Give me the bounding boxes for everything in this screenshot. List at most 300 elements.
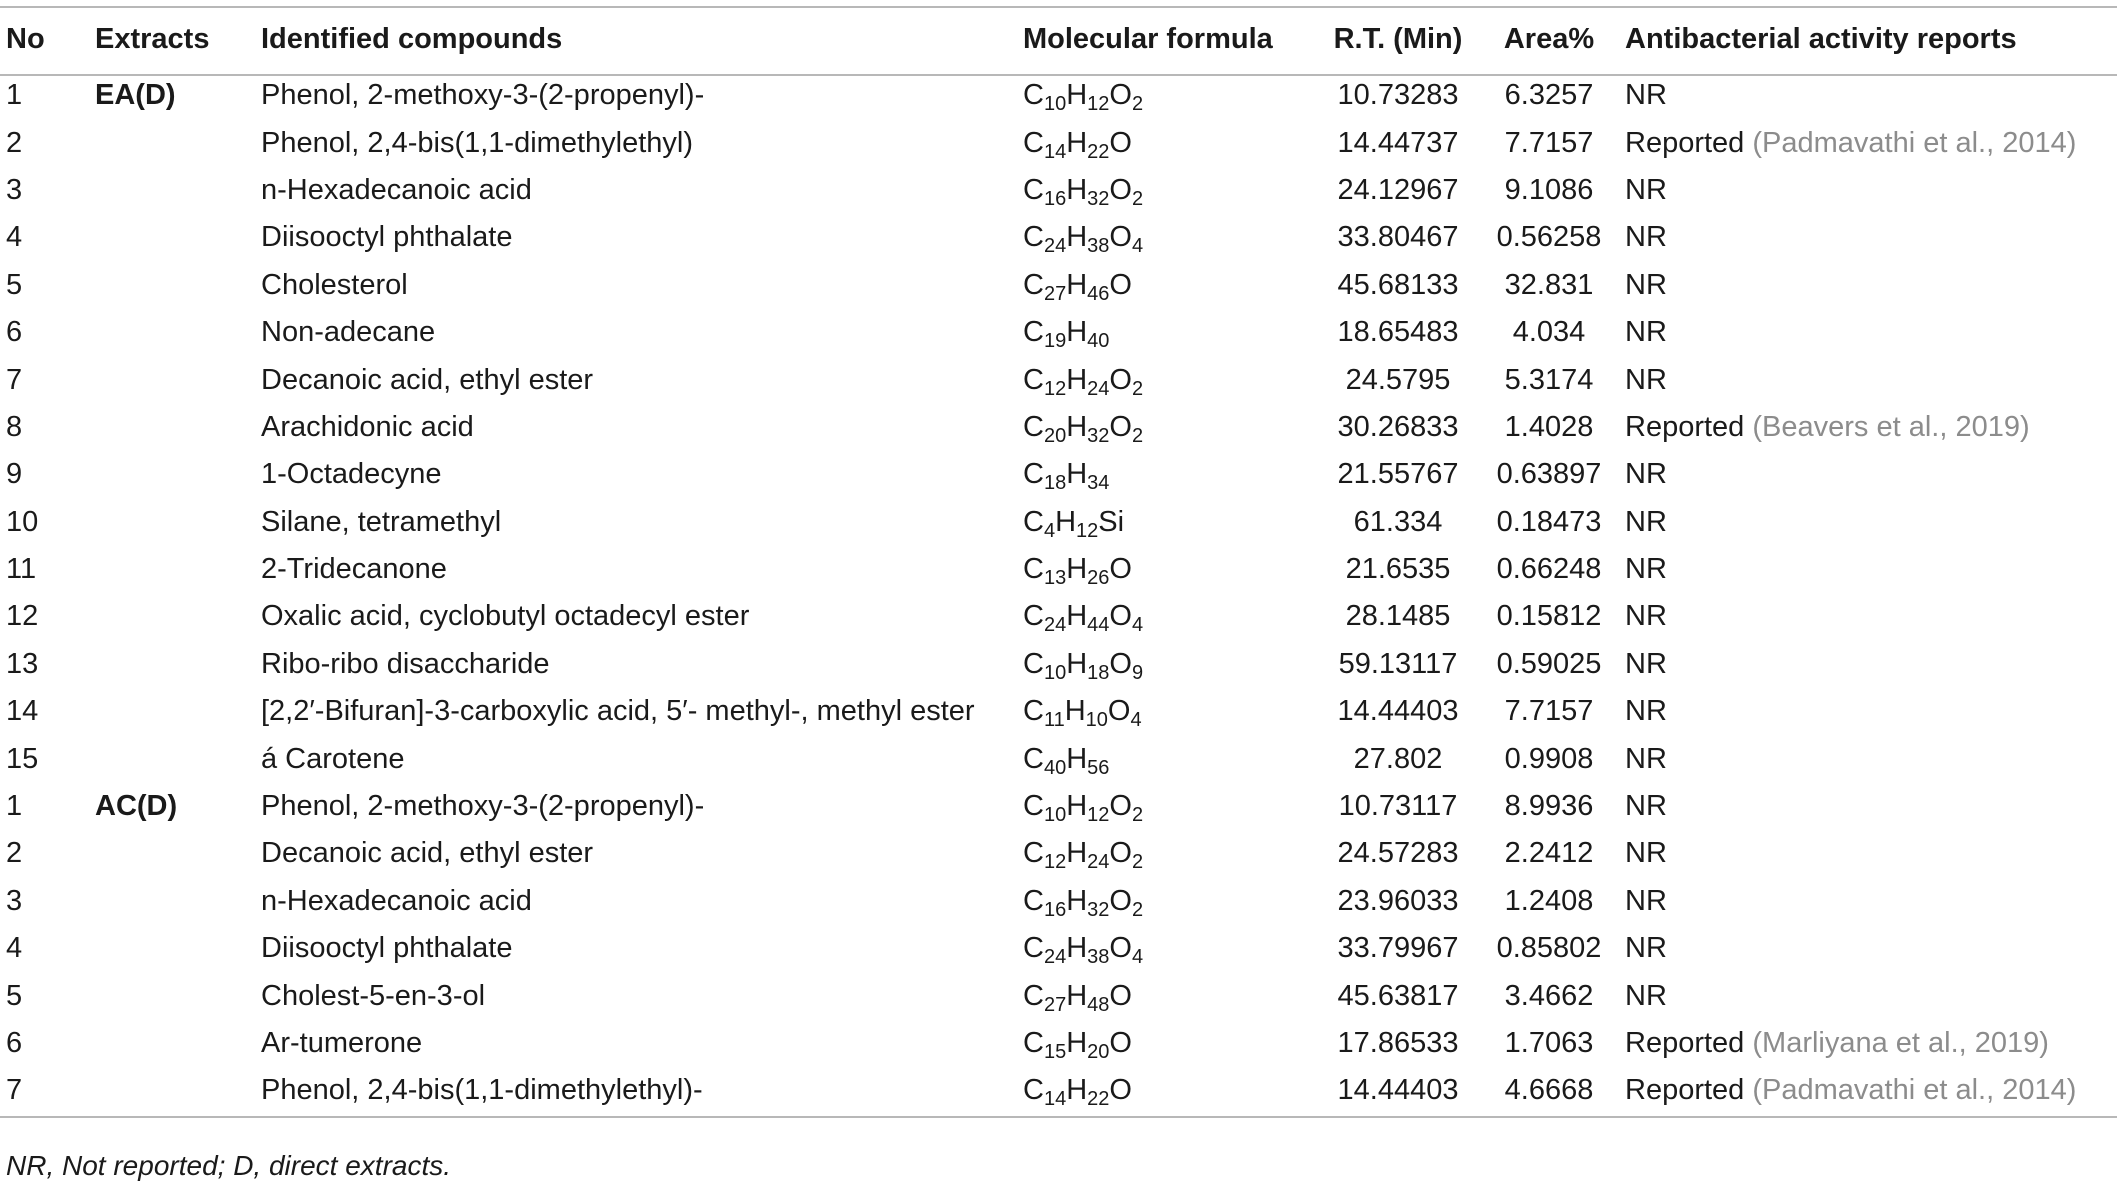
row-molecular-formula xyxy=(1023,878,1323,925)
row-compound: Diisooctyl phthalate xyxy=(261,932,513,965)
formula-subscript: 24 xyxy=(1043,946,1067,969)
row-compound: Phenol, 2-methoxy-3-(2-propenyl)- xyxy=(261,790,705,823)
report-status: NR xyxy=(1625,458,1667,491)
formula-subscript: 11 xyxy=(1043,709,1065,732)
row-retention-time: 21.55767 xyxy=(1337,458,1459,491)
row-antibacterial-report xyxy=(1625,972,2117,1019)
table-body xyxy=(0,72,2117,1115)
row-molecular-formula xyxy=(1023,641,1323,688)
report-status: NR xyxy=(1625,695,1667,728)
row-number: 2 xyxy=(6,126,23,159)
row-area-percent: 5.3174 xyxy=(1504,363,1594,396)
formula-subscript: 24 xyxy=(1043,614,1067,637)
report-status: Reported xyxy=(1625,410,1745,443)
formula-subscript: 2 xyxy=(1131,851,1144,874)
row-area-percent: 4.6668 xyxy=(1504,1074,1594,1107)
formula-subscript: 10 xyxy=(1043,661,1067,684)
table-row xyxy=(0,1067,2117,1114)
header-no: No xyxy=(6,22,45,55)
row-number: 1 xyxy=(6,79,23,112)
row-compound: Cholest-5-en-3-ol xyxy=(261,979,486,1012)
formula-subscript: 2 xyxy=(1131,377,1144,400)
formula-element: H xyxy=(1066,173,1088,206)
row-area-percent: 32.831 xyxy=(1504,268,1594,301)
table-row xyxy=(0,262,2117,309)
report-status: NR xyxy=(1625,647,1667,680)
formula-element: H xyxy=(1066,600,1088,633)
header-identified-compounds: Identified compounds xyxy=(261,22,563,55)
row-molecular-formula xyxy=(1023,546,1323,593)
formula-subscript: 12 xyxy=(1043,851,1067,874)
row-number: 3 xyxy=(6,884,23,917)
row-extract xyxy=(95,262,261,309)
formula-subscript: 24 xyxy=(1087,377,1110,400)
formula-subscript: 26 xyxy=(1087,567,1110,590)
row-molecular-formula xyxy=(1023,309,1323,356)
formula-element: H xyxy=(1066,316,1088,349)
row-molecular-formula xyxy=(1023,593,1323,640)
row-extract xyxy=(95,546,261,593)
row-antibacterial-report xyxy=(1625,1067,2117,1114)
row-extract: EA(D) xyxy=(95,79,176,112)
row-extract xyxy=(95,451,261,498)
formula-subscript: 18 xyxy=(1087,661,1110,684)
row-compound: 2-Tridecanone xyxy=(261,553,447,586)
formula-element: O xyxy=(1109,932,1132,965)
formula-element: C xyxy=(1023,695,1044,728)
row-extract xyxy=(95,972,261,1019)
formula-subscript: 4 xyxy=(1131,235,1144,258)
row-retention-time: 59.13117 xyxy=(1338,647,1458,680)
row-molecular-formula xyxy=(1023,925,1323,972)
row-area-percent: 1.4028 xyxy=(1504,410,1594,443)
row-extract xyxy=(95,1067,261,1114)
row-area-percent: 8.9936 xyxy=(1504,790,1594,823)
row-retention-time: 24.12967 xyxy=(1337,173,1459,206)
row-number: 8 xyxy=(6,410,23,443)
row-retention-time: 14.44403 xyxy=(1337,1074,1459,1107)
row-compound: Arachidonic acid xyxy=(261,410,474,443)
report-status: NR xyxy=(1625,363,1667,396)
row-molecular-formula xyxy=(1023,1020,1323,1067)
row-antibacterial-report xyxy=(1625,72,2117,119)
formula-subscript: 20 xyxy=(1087,1041,1110,1063)
row-retention-time: 28.1485 xyxy=(1345,600,1451,633)
report-status: NR xyxy=(1625,837,1667,870)
formula-subscript: 2 xyxy=(1131,93,1144,116)
row-number: 9 xyxy=(6,458,23,491)
formula-element: C xyxy=(1023,458,1044,491)
row-number: 12 xyxy=(6,600,39,633)
row-extract xyxy=(95,404,261,451)
row-compound: Phenol, 2,4-bis(1,1-dimethylethyl) xyxy=(261,126,693,159)
report-status: NR xyxy=(1625,979,1667,1012)
formula-subscript: 38 xyxy=(1087,235,1110,258)
table-row xyxy=(0,688,2117,735)
formula-subscript: 13 xyxy=(1043,567,1067,590)
row-number: 4 xyxy=(6,932,23,965)
row-area-percent: 7.7157 xyxy=(1504,695,1594,728)
row-compound: Non-adecane xyxy=(261,316,436,349)
top-rule xyxy=(0,6,2117,8)
row-area-percent: 4.034 xyxy=(1512,316,1586,349)
row-molecular-formula xyxy=(1023,735,1323,782)
row-number: 2 xyxy=(6,837,23,870)
table-row xyxy=(0,593,2117,640)
formula-element: O xyxy=(1109,1027,1132,1059)
formula-element: H xyxy=(1066,458,1088,491)
formula-subscript: 9 xyxy=(1131,661,1144,684)
table-row xyxy=(0,499,2117,546)
report-status: NR xyxy=(1625,79,1667,112)
row-compound: Oxalic acid, cyclobutyl octadecyl ester xyxy=(261,600,750,633)
citation-link[interactable]: (Padmavathi et al., 2014) xyxy=(1752,126,2077,159)
row-antibacterial-report xyxy=(1625,735,2117,782)
formula-subscript: 12 xyxy=(1043,377,1067,400)
formula-subscript: 10 xyxy=(1043,93,1067,116)
table-row xyxy=(0,72,2117,119)
formula-subscript: 44 xyxy=(1087,614,1110,637)
row-molecular-formula xyxy=(1023,167,1323,214)
formula-element: C xyxy=(1023,316,1044,349)
row-area-percent: 9.1086 xyxy=(1504,173,1594,206)
row-retention-time: 10.73117 xyxy=(1338,790,1458,823)
row-number: 14 xyxy=(6,695,39,728)
row-molecular-formula xyxy=(1023,783,1323,830)
formula-subscript: 32 xyxy=(1087,424,1110,447)
row-extract: AC(D) xyxy=(95,790,178,823)
row-area-percent: 0.56258 xyxy=(1496,221,1602,254)
row-area-percent: 3.4662 xyxy=(1504,979,1594,1012)
header-molecular-formula: Molecular formula xyxy=(1023,22,1273,55)
table-row xyxy=(0,214,2117,261)
formula-element: O xyxy=(1109,221,1132,254)
formula-element: C xyxy=(1023,600,1044,633)
row-compound: Diisooctyl phthalate xyxy=(261,221,513,254)
formula-subscript: 56 xyxy=(1087,756,1110,779)
row-retention-time: 10.73283 xyxy=(1337,79,1459,112)
formula-element: H xyxy=(1066,79,1088,112)
citation-link[interactable]: (Beavers et al., 2019) xyxy=(1752,410,2030,443)
formula-element: C xyxy=(1023,79,1044,112)
table-row xyxy=(0,451,2117,498)
row-retention-time: 23.96033 xyxy=(1337,884,1459,917)
formula-element: C xyxy=(1023,1027,1044,1059)
report-status: NR xyxy=(1625,221,1667,254)
row-number: 5 xyxy=(6,979,23,1012)
report-status: Reported xyxy=(1625,1027,1745,1059)
formula-element: Si xyxy=(1098,505,1125,538)
formula-element: O xyxy=(1109,173,1132,206)
row-retention-time: 17.86533 xyxy=(1337,1027,1459,1059)
row-compound: Phenol, 2-methoxy-3-(2-propenyl)- xyxy=(261,79,705,112)
row-antibacterial-report xyxy=(1625,925,2117,972)
formula-element: C xyxy=(1023,410,1044,443)
row-antibacterial-report xyxy=(1625,262,2117,309)
formula-element: H xyxy=(1066,126,1088,159)
row-number: 4 xyxy=(6,221,23,254)
row-antibacterial-report xyxy=(1625,783,2117,830)
table-row xyxy=(0,641,2117,688)
formula-subscript: 40 xyxy=(1087,330,1110,353)
formula-element: C xyxy=(1023,837,1044,870)
row-retention-time: 14.44737 xyxy=(1337,126,1459,159)
citation-link[interactable]: (Marliyana et al., 2019) xyxy=(1752,1027,2049,1059)
formula-element: H xyxy=(1066,647,1088,680)
formula-subscript: 27 xyxy=(1043,282,1067,305)
table-row xyxy=(0,356,2117,403)
table-row xyxy=(0,404,2117,451)
table-header-row xyxy=(0,6,2117,72)
citation-link[interactable]: (Padmavathi et al., 2014) xyxy=(1752,1074,2077,1107)
row-antibacterial-report xyxy=(1625,688,2117,735)
row-area-percent: 0.66248 xyxy=(1496,553,1602,586)
formula-subscript: 24 xyxy=(1087,851,1110,874)
formula-subscript: 4 xyxy=(1043,519,1056,542)
formula-element: H xyxy=(1066,363,1088,396)
formula-subscript: 46 xyxy=(1087,282,1110,305)
formula-element: O xyxy=(1109,884,1132,917)
row-area-percent: 0.85802 xyxy=(1496,932,1602,965)
row-compound: Decanoic acid, ethyl ester xyxy=(261,837,594,870)
formula-subscript: 14 xyxy=(1043,140,1067,163)
formula-subscript: 38 xyxy=(1087,946,1110,969)
formula-element: C xyxy=(1023,647,1044,680)
row-number: 7 xyxy=(6,363,23,396)
formula-subscript: 16 xyxy=(1043,187,1067,210)
row-number: 5 xyxy=(6,268,23,301)
formula-element: C xyxy=(1023,884,1044,917)
formula-subscript: 15 xyxy=(1043,1041,1067,1063)
formula-element: O xyxy=(1109,979,1132,1012)
formula-element: C xyxy=(1023,363,1044,396)
row-area-percent: 6.3257 xyxy=(1504,79,1594,112)
formula-subscript: 27 xyxy=(1043,993,1067,1016)
row-number: 11 xyxy=(6,553,37,586)
bottom-rule xyxy=(0,1116,2117,1118)
row-extract xyxy=(95,119,261,166)
row-antibacterial-report xyxy=(1625,167,2117,214)
formula-element: C xyxy=(1023,221,1044,254)
row-number: 10 xyxy=(6,505,39,538)
row-area-percent: 0.9908 xyxy=(1504,742,1594,775)
formula-subscript: 32 xyxy=(1087,187,1110,210)
row-compound: Silane, tetramethyl xyxy=(261,505,502,538)
report-status: NR xyxy=(1625,553,1667,586)
formula-element: O xyxy=(1109,553,1132,586)
formula-subscript: 40 xyxy=(1043,756,1067,779)
row-number: 3 xyxy=(6,173,23,206)
formula-element: C xyxy=(1023,979,1044,1012)
row-number: 6 xyxy=(6,1027,23,1059)
row-molecular-formula xyxy=(1023,262,1323,309)
formula-element: C xyxy=(1023,268,1044,301)
row-compound: n-Hexadecanoic acid xyxy=(261,173,532,206)
row-retention-time: 21.6535 xyxy=(1345,553,1451,586)
formula-element: C xyxy=(1023,742,1044,775)
row-retention-time: 45.68133 xyxy=(1337,268,1459,301)
table-row xyxy=(0,878,2117,925)
row-retention-time: 30.26833 xyxy=(1337,410,1459,443)
report-status: Reported xyxy=(1625,126,1745,159)
formula-element: C xyxy=(1023,553,1044,586)
row-compound: n-Hexadecanoic acid xyxy=(261,884,532,917)
table-row xyxy=(0,830,2117,877)
report-status: NR xyxy=(1625,790,1667,823)
row-molecular-formula xyxy=(1023,972,1323,1019)
formula-element: H xyxy=(1066,837,1088,870)
report-status: NR xyxy=(1625,505,1667,538)
row-retention-time: 27.802 xyxy=(1353,742,1443,775)
formula-subscript: 2 xyxy=(1131,424,1144,447)
compound-table xyxy=(0,6,2117,1115)
row-area-percent: 0.15812 xyxy=(1496,600,1602,633)
row-extract xyxy=(95,214,261,261)
row-number: 1 xyxy=(6,790,23,823)
formula-subscript: 32 xyxy=(1087,898,1110,921)
row-compound: á Carotene xyxy=(261,742,405,775)
row-antibacterial-report xyxy=(1625,830,2117,877)
row-antibacterial-report xyxy=(1625,356,2117,403)
row-extract xyxy=(95,593,261,640)
formula-subscript: 12 xyxy=(1076,519,1099,542)
formula-subscript: 10 xyxy=(1043,804,1067,827)
row-compound: Phenol, 2,4-bis(1,1-dimethylethyl)- xyxy=(261,1074,703,1107)
header-retention-time: R.T. (Min) xyxy=(1333,22,1463,55)
formula-element: O xyxy=(1109,1074,1132,1107)
row-extract xyxy=(95,356,261,403)
formula-subscript: 24 xyxy=(1043,235,1067,258)
row-area-percent: 0.59025 xyxy=(1496,647,1602,680)
table-row xyxy=(0,783,2117,830)
table-row xyxy=(0,119,2117,166)
row-extract xyxy=(95,878,261,925)
row-compound: [2,2′-Bifuran]-3-carboxylic acid, 5′- methyl-, methyl ester xyxy=(261,695,975,728)
row-extract xyxy=(95,167,261,214)
formula-element: H xyxy=(1066,742,1088,775)
row-molecular-formula xyxy=(1023,1067,1323,1114)
row-retention-time: 33.80467 xyxy=(1337,221,1459,254)
formula-element: H xyxy=(1055,505,1077,538)
row-area-percent: 0.18473 xyxy=(1496,505,1602,538)
header-rule xyxy=(0,74,2117,76)
row-molecular-formula xyxy=(1023,830,1323,877)
row-antibacterial-report xyxy=(1625,309,2117,356)
row-extract xyxy=(95,1020,261,1067)
row-molecular-formula xyxy=(1023,404,1323,451)
report-status: NR xyxy=(1625,742,1667,775)
table-row xyxy=(0,546,2117,593)
row-retention-time: 24.5795 xyxy=(1345,363,1451,396)
row-extract xyxy=(95,688,261,735)
formula-subscript: 22 xyxy=(1087,1088,1110,1111)
formula-element: O xyxy=(1109,363,1132,396)
row-extract xyxy=(95,830,261,877)
formula-subscript: 18 xyxy=(1043,472,1067,495)
row-extract xyxy=(95,309,261,356)
row-number: 15 xyxy=(6,742,39,775)
row-retention-time: 33.79967 xyxy=(1337,932,1459,965)
formula-element: O xyxy=(1109,647,1132,680)
row-area-percent: 1.2408 xyxy=(1504,884,1594,917)
row-compound: Decanoic acid, ethyl ester xyxy=(261,363,594,396)
formula-element: O xyxy=(1109,79,1132,112)
row-antibacterial-report xyxy=(1625,499,2117,546)
formula-element: O xyxy=(1109,126,1132,159)
row-antibacterial-report xyxy=(1625,1020,2117,1067)
formula-element: O xyxy=(1109,790,1132,823)
row-extract xyxy=(95,641,261,688)
header-antibacterial-reports: Antibacterial activity reports xyxy=(1625,22,2017,55)
row-retention-time: 24.57283 xyxy=(1337,837,1459,870)
formula-element: C xyxy=(1023,1074,1044,1107)
row-retention-time: 61.334 xyxy=(1353,505,1443,538)
report-status: NR xyxy=(1625,932,1667,965)
report-status: Reported xyxy=(1625,1074,1745,1107)
row-molecular-formula xyxy=(1023,499,1323,546)
row-retention-time: 18.65483 xyxy=(1337,316,1459,349)
formula-element: H xyxy=(1066,410,1088,443)
formula-subscript: 12 xyxy=(1087,93,1110,116)
formula-element: O xyxy=(1109,268,1132,301)
formula-element: C xyxy=(1023,790,1044,823)
row-extract xyxy=(95,925,261,972)
report-status: NR xyxy=(1625,173,1667,206)
formula-element: C xyxy=(1023,126,1044,159)
row-molecular-formula xyxy=(1023,214,1323,261)
table-footnote: NR, Not reported; D, direct extracts. xyxy=(6,1150,452,1181)
formula-element: H xyxy=(1066,1027,1088,1059)
formula-subscript: 48 xyxy=(1087,993,1110,1016)
formula-subscript: 2 xyxy=(1131,898,1144,921)
formula-element: O xyxy=(1109,410,1132,443)
row-extract xyxy=(95,735,261,782)
row-molecular-formula xyxy=(1023,451,1323,498)
row-antibacterial-report xyxy=(1625,119,2117,166)
report-status: NR xyxy=(1625,316,1667,349)
row-molecular-formula xyxy=(1023,688,1323,735)
table-row xyxy=(0,925,2117,972)
row-compound: Ribo-ribo disaccharide xyxy=(261,647,550,680)
row-retention-time: 45.63817 xyxy=(1337,979,1459,1012)
row-antibacterial-report xyxy=(1625,546,2117,593)
header-extracts: Extracts xyxy=(95,22,210,55)
table-row xyxy=(0,1020,2117,1067)
header-area-percent: Area% xyxy=(1503,22,1595,55)
formula-subscript: 4 xyxy=(1130,709,1142,732)
row-molecular-formula xyxy=(1023,356,1323,403)
row-antibacterial-report xyxy=(1625,451,2117,498)
formula-element: C xyxy=(1023,173,1044,206)
row-extract xyxy=(95,499,261,546)
formula-subscript: 2 xyxy=(1131,187,1144,210)
table-row xyxy=(0,309,2117,356)
formula-element: H xyxy=(1066,221,1088,254)
row-antibacterial-report xyxy=(1625,641,2117,688)
formula-subscript: 16 xyxy=(1043,898,1067,921)
formula-element: H xyxy=(1066,932,1088,965)
formula-subscript: 12 xyxy=(1087,804,1110,827)
formula-subscript: 34 xyxy=(1087,472,1110,495)
formula-subscript: 2 xyxy=(1131,804,1144,827)
formula-element: C xyxy=(1023,932,1044,965)
formula-element: H xyxy=(1066,268,1088,301)
row-area-percent: 2.2412 xyxy=(1504,837,1594,870)
row-area-percent: 7.7157 xyxy=(1504,126,1594,159)
formula-element: H xyxy=(1066,979,1088,1012)
formula-element: C xyxy=(1023,505,1044,538)
formula-subscript: 4 xyxy=(1131,946,1144,969)
